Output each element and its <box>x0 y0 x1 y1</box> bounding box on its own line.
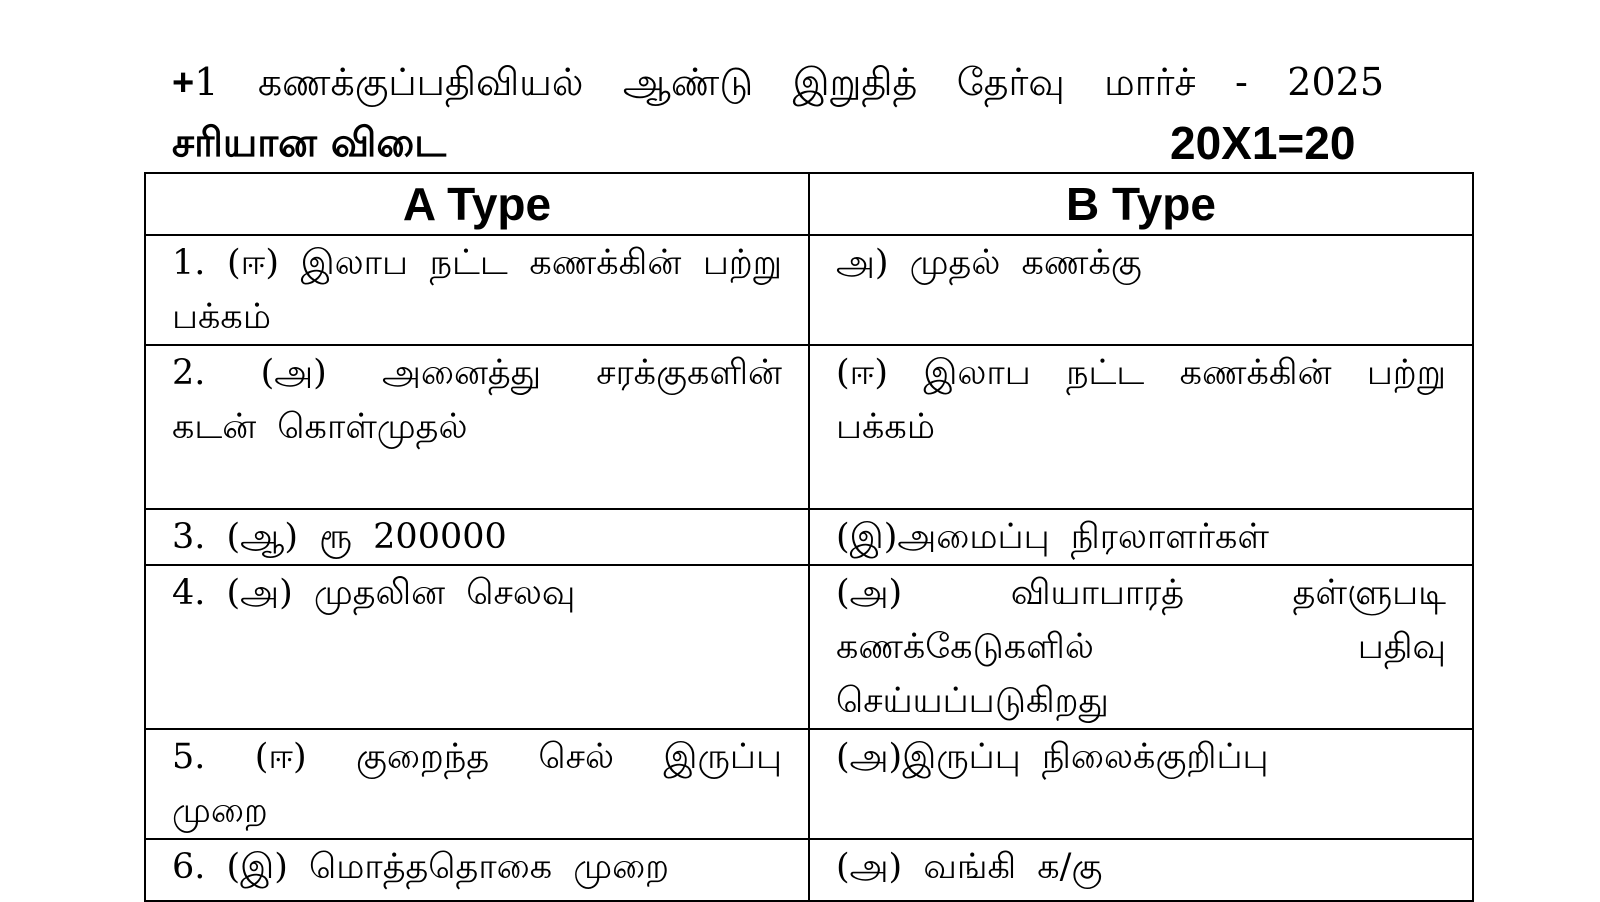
answer-b-5: (அ)இருப்பு நிலைக்குறிப்பு <box>809 729 1473 839</box>
answer-b-4: (அ) வியாபாரத் தள்ளுபடி கணக்கேடுகளில் பதிவு செய்யப்படுகிறது <box>809 565 1473 729</box>
table-row <box>145 345 1473 509</box>
column-header-a-type: A Type <box>145 173 809 235</box>
answer-a-5: 5. (ஈ) குறைந்த செல் இருப்பு முறை <box>145 729 809 839</box>
table-header-row <box>145 173 1473 235</box>
answer-a-4: 4. (அ) முதலின செலவு <box>145 565 809 729</box>
table-row <box>145 729 1473 839</box>
answer-a-3: 3. (ஆ) ரூ 200000 <box>145 509 809 565</box>
table-row <box>145 565 1473 729</box>
column-header-b-type: B Type <box>809 173 1473 235</box>
answer-b-3: (இ)அமைப்பு நிரலாளர்கள் <box>809 509 1473 565</box>
table-row <box>145 839 1473 901</box>
answer-b-6: (அ) வங்கி க/கு <box>809 839 1473 901</box>
answer-b-1: அ) முதல் கணக்கு <box>809 235 1473 345</box>
table-row <box>145 235 1473 345</box>
answer-b-2: (ஈ) இலாப நட்ட கணக்கின் பற்று பக்கம் <box>809 345 1473 509</box>
answer-a-2: 2. (அ) அனைத்து சரக்குகளின் கடன் கொள்முதல் <box>145 345 809 509</box>
table-row <box>145 509 1473 565</box>
title-plus-sign: + <box>172 62 195 104</box>
answer-a-6: 6. (இ) மொத்ததொகை முறை <box>145 839 809 901</box>
answer-a-1: 1. (ஈ) இலாப நட்ட கணக்கின் பற்று பக்கம் <box>145 235 809 345</box>
answer-table <box>144 172 1474 902</box>
title-text: 1 கணக்குப்பதிவியல் ஆண்டு இறுதித் தேர்வு மார்ச் - 2025 <box>194 60 1384 104</box>
answer-key-heading: சரியான விடை <box>172 120 447 166</box>
document-title <box>172 56 1384 109</box>
marks-scheme: 20X1=20 <box>1170 117 1356 169</box>
